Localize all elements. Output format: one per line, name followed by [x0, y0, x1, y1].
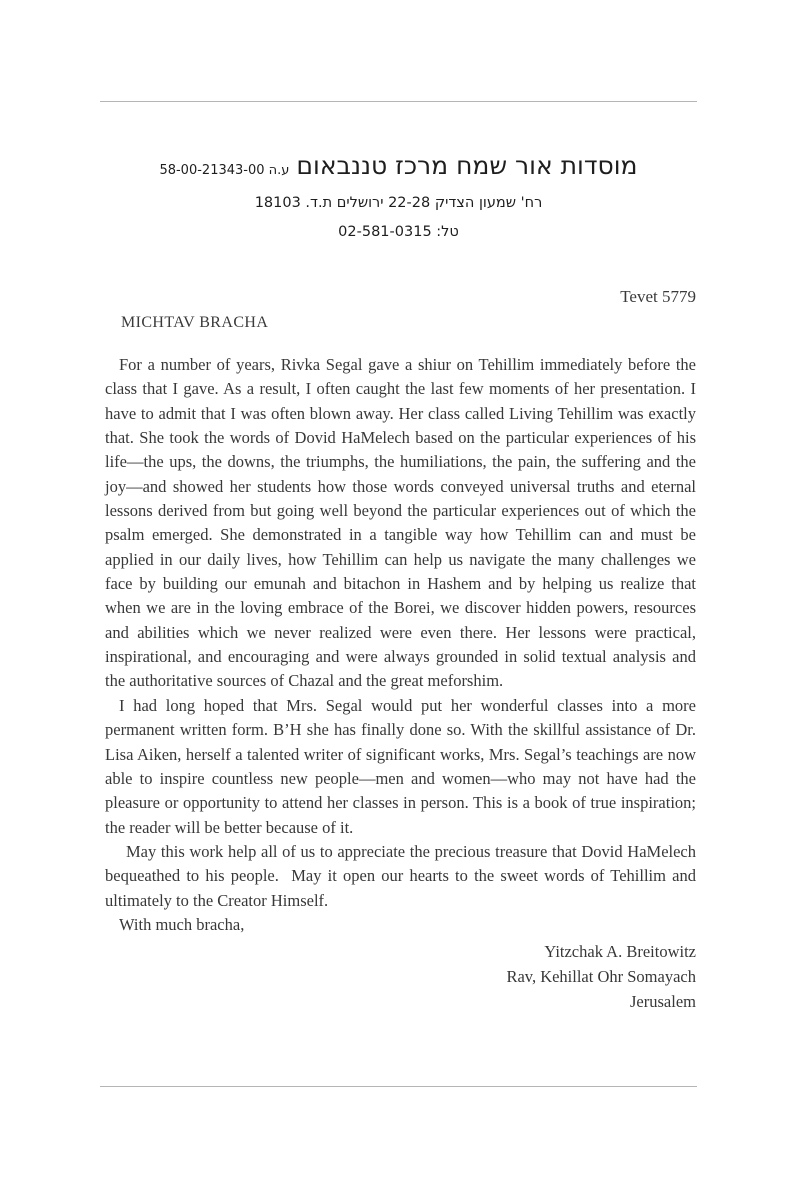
- bottom-divider-rule: [100, 1086, 697, 1087]
- signature-title: Rav, Kehillat Ohr Somayach: [506, 967, 696, 987]
- signature-block: [105, 939, 696, 1014]
- org-address: רח' שמעון הצדיק 22-28 ירושלים ת.ד. 18103: [254, 195, 543, 211]
- letter-date: Tevet 5779: [620, 287, 696, 306]
- hebrew-letterhead: [100, 149, 697, 243]
- letter-closing: With much bracha,: [119, 914, 245, 934]
- org-phone: טל: 02-581-0315: [338, 224, 459, 240]
- signature-name: Yitzchak A. Breitowitz: [544, 942, 696, 962]
- org-name: מוסדות אור שמח מרכז טננבאום: [296, 151, 638, 180]
- letterhead-org-line: [100, 149, 697, 188]
- letter-paragraph-2: I had long hoped that Mrs. Segal would put her wonderful classes into a more permanent written form. B’H she has finally done so. With the skillful assistance of Dr. Lisa Aiken, herself a talented writer of significant works, Mrs. Segal’s teachings are now able to inspire countless new people—men and women—who may not have had the pleasure or opportunity to attend her classes in person. This is a book of true inspiration; the reader will be better because of it.: [105, 695, 696, 837]
- letter-paragraph-1: For a number of years, Rivka Segal gave a shiur on Tehillim immediately before the class that I gave. As a result, I often caught the last few moments of her presentation. I have to admit that I was often blown away. Her class called Living Tehillim was exactly that. She took the words of Dovid HaMelech based on the particular experiences of his life—the ups, the downs, the triumphs, the humiliations, the pain, the suffering and the joy—and showed her students how those words conveyed universal truths and eternal lessons derived from but going well beyond the particular experiences out of which the psalm emerged. She demonstrated in a tangible way how Tehillim can and must be applied in our daily lives, how Tehillim can help us navigate the many challenges we face by building our emunah and bitachon in Hashem and by helping us realize that when we are in the loving embrace of the Borei, we discover hidden powers, resources and abilities which we never realized were even there. Her lessons were practical, inspirational, and encouraging and were always grounded in solid textual analysis and the authoritative sources of Chazal and the great meforshim.: [105, 355, 696, 691]
- letter-salutation: MICHTAV BRACHA: [121, 314, 269, 331]
- top-divider-rule: [100, 101, 697, 102]
- letter-body: [105, 353, 696, 1014]
- signature-city: Jerusalem: [630, 992, 696, 1012]
- org-registration-number: ע.ה 58-00-21343-00: [159, 163, 290, 178]
- letter-paragraph-3: May this work help all of us to appreciate the precious treasure that Dovid HaMelech bequeathed to his people. May it open our hearts to the sweet words of Tehillim and ultimately to the Creator Himself.: [105, 841, 696, 910]
